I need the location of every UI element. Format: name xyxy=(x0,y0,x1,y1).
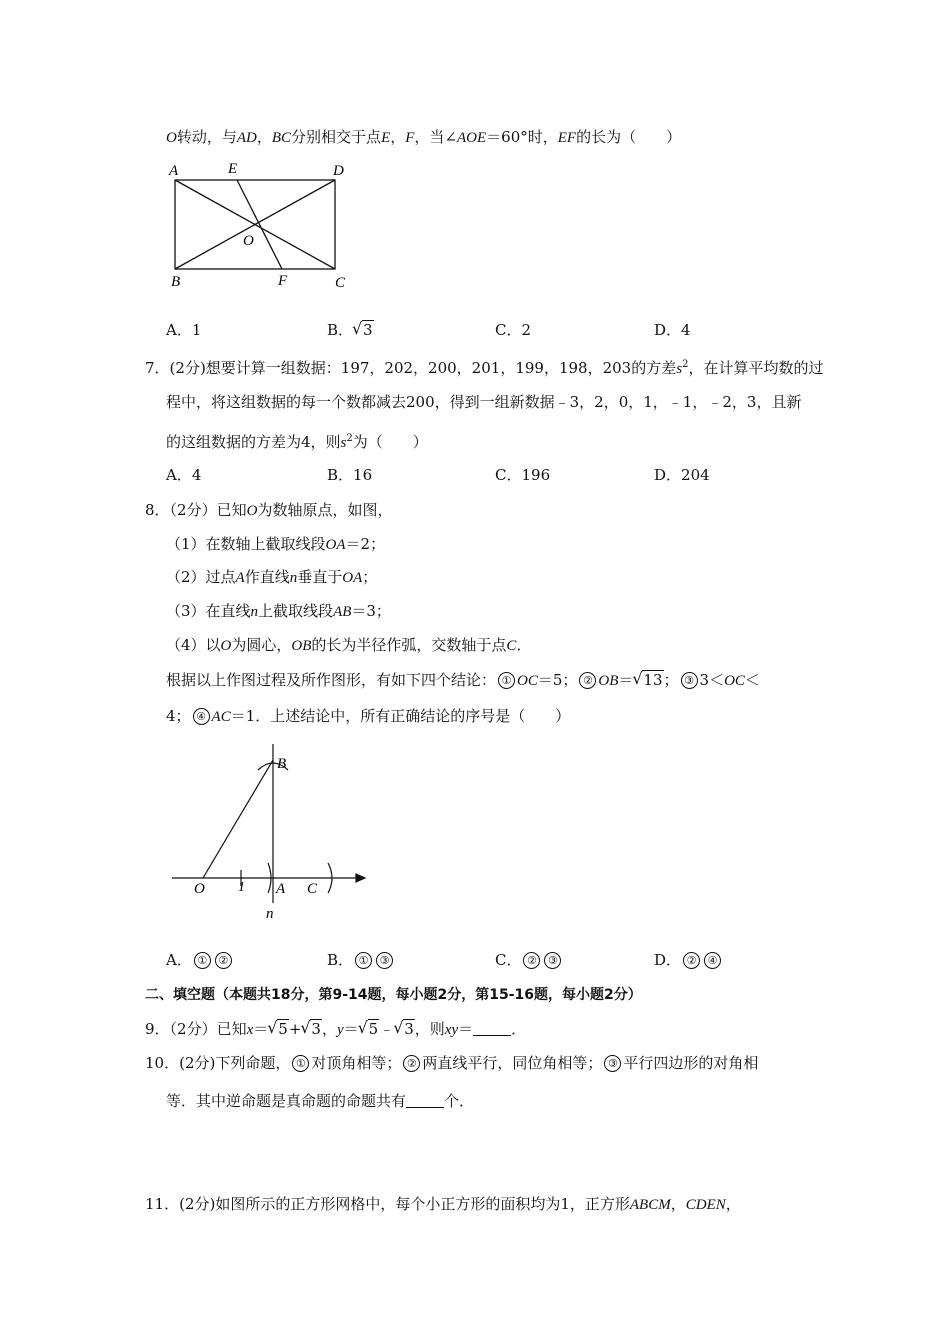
q6-option-c: C．2 xyxy=(495,321,532,339)
q6-option-d: D．4 xyxy=(654,321,691,339)
q7-stem-line-3: 的这组数据的方差为4，则$s^2$为（ ） xyxy=(166,433,428,451)
q8-step-3: （3）在直线n上截取线段AB＝3； xyxy=(166,602,391,620)
q7-stem-line-2: 程中，将这组数据的每一个数都减去200，得到一组新数据﹣3，2，0，1，﹣1，﹣2，3，且新 xyxy=(166,393,802,411)
q7-option-c: C．196 xyxy=(495,466,551,484)
q8-step-4: （4）以O为圆心，OB的长为半径作弧，交数轴于点C． xyxy=(166,636,532,654)
q9-answer-blank[interactable] xyxy=(473,1021,511,1036)
q8-option-a: A． ① ② xyxy=(166,950,234,970)
q8-step-2: （2）过点A作直线n垂直于OA； xyxy=(166,568,378,586)
q10-answer-blank[interactable] xyxy=(406,1093,444,1108)
q6-rectangle-figure xyxy=(160,155,360,295)
q6-option-b: B．√ 3 xyxy=(327,320,374,340)
q9-stem-line: 9．（2分）已知x＝√ 5+√ 3，y＝√ 5﹣√ 3，则xy＝ ． xyxy=(145,1019,526,1040)
label-F: F xyxy=(278,273,288,289)
label-B: B xyxy=(171,274,181,290)
label-C: C xyxy=(335,275,346,291)
q6-stem-line: O转动，与AD，BC分别相交于点E，F，当∠AOE＝60°时，EF的长为（ ） xyxy=(166,128,682,146)
q7-option-d: D．204 xyxy=(654,466,710,484)
label-n: n xyxy=(266,906,274,922)
q11-stem-line: 11．(2分)如图所示的正方形网格中，每个小正方形的面积均为1，正方形ABCM，CDEN， xyxy=(145,1195,741,1213)
q6-option-a: A．1 xyxy=(166,321,202,339)
q7-option-a: A．4 xyxy=(166,466,202,484)
q7-option-b: B．16 xyxy=(327,466,373,484)
label-A: A xyxy=(276,881,286,897)
q8-stem-line: 8．（2分）已知O为数轴原点，如图， xyxy=(145,501,393,519)
label-O: O xyxy=(243,233,254,249)
label-A: A xyxy=(169,163,179,179)
q10-stem-line-2: 等．其中逆命题是真命题的命题共有 个． xyxy=(166,1092,475,1110)
q8-option-b: B． ① ③ xyxy=(327,950,395,970)
q7-stem-line-1: 7．(2分)想要计算一组数据：197，202，200，201，199，198，203的方差$s^2$，在计算平均数的过 xyxy=(145,359,824,377)
q10-stem-line-1: 10．(2分)下列命题， ① 对顶角相等； ② 两直线平行，同位角相等； ③ 平行四边形的对角相 xyxy=(145,1054,759,1072)
label-1: 1 xyxy=(238,880,245,895)
label-D: D xyxy=(333,163,344,179)
label-C: C xyxy=(307,881,318,897)
q8-option-d: D． ② ④ xyxy=(654,950,723,970)
q8-step-1: （1）在数轴上截取线段OA＝2； xyxy=(166,535,386,553)
label-E: E xyxy=(228,161,238,177)
q8-conclusions-line-1: 根据以上作图过程及所作图形，有如下四个结论： ① OC＝5； ② OB＝√ 13； ③ 3＜OC＜ xyxy=(166,670,760,691)
label-O: O xyxy=(194,881,205,897)
q8-conclusions-line-2: 4； ④ AC＝1．上述结论中，所有正确结论的序号是（ ） xyxy=(166,707,571,725)
q8-option-c: C． ② ③ xyxy=(495,950,563,970)
section-2-heading: 二、填空题（本题共18分，第9-14题，每小题2分，第15-16题，每小题2分） xyxy=(145,987,642,1003)
label-B: B xyxy=(277,756,287,772)
q8-number-line-figure xyxy=(160,738,380,928)
